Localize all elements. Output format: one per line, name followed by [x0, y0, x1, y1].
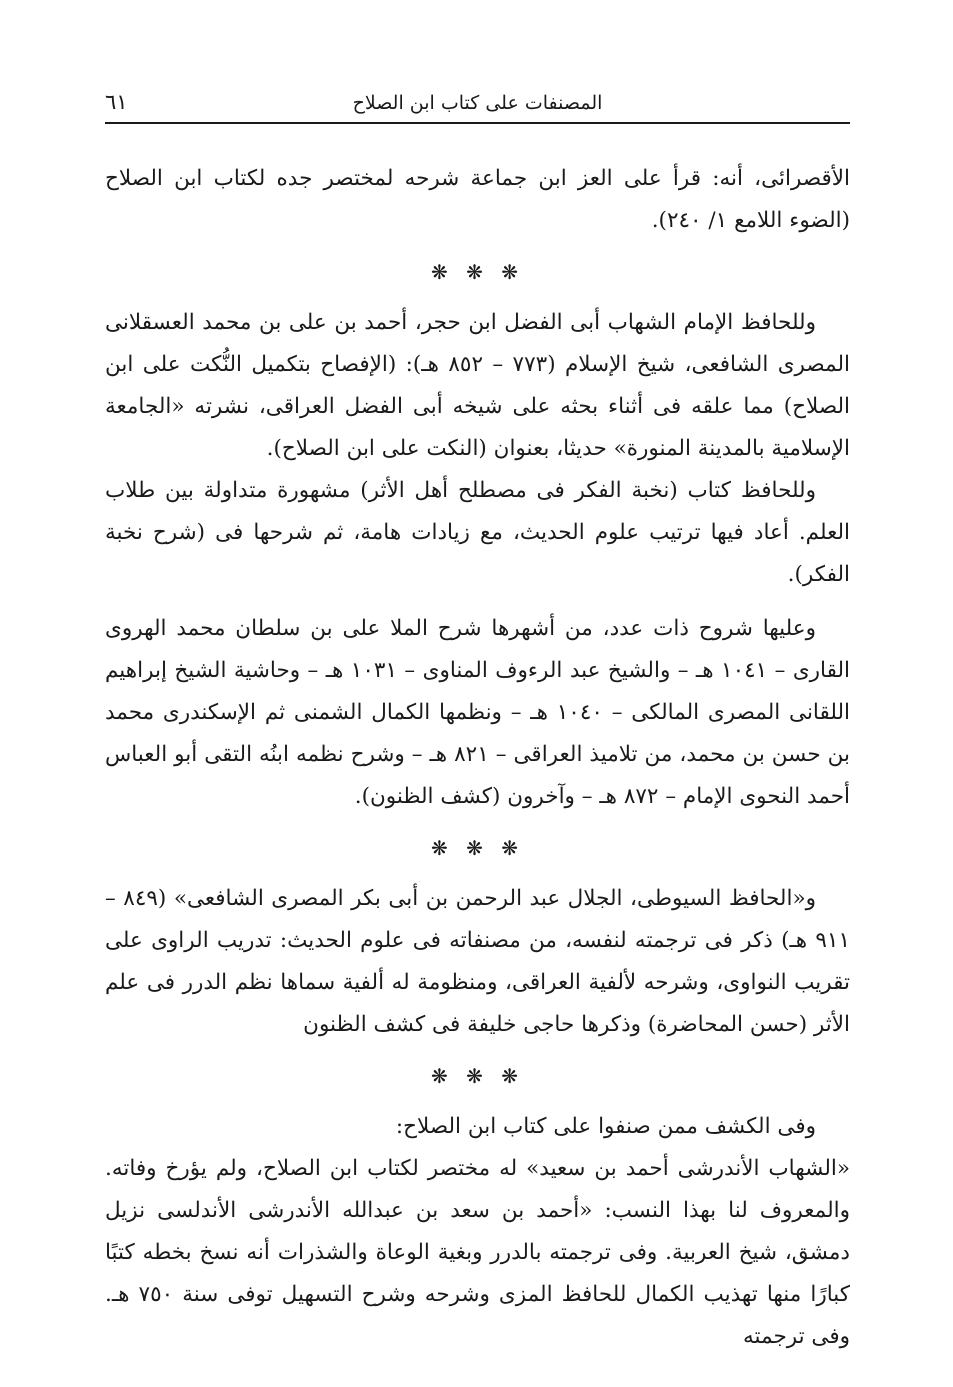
- page-number: ٦١: [105, 90, 128, 114]
- section-separator: ❋ ❋ ❋: [431, 1064, 524, 1088]
- document-page: [105, 78, 850, 1358]
- paragraph: وفى الكشف ممن صنفوا على كتاب ابن الصلاح:: [395, 1114, 816, 1139]
- section-separator: ❋ ❋ ❋: [431, 836, 524, 860]
- paragraph: الأقصرائى، أنه: قرأ على العز ابن جماعة شرحه لمختصر جده لكتاب ابن الصلاح (الضوء اللامع ١/ ٢٤٠).: [105, 166, 850, 233]
- paragraph: وعليها شروح ذات عدد، من أشهرها شرح الملا على بن سلطان محمد الهروى القارى – ١٠٤١ هـ – والشيخ عبد الرءوف المناوى – ١٠٣١ هـ – وحاشية الشيخ إبراهيم اللقانى المصرى المالكى – ١٠٤٠ هـ – ونظمها الكمال الشمنى ثم الإسكندرى محمد بن حسن بن محمد، من تلاميذ العراقى – ٨٢١ هـ – وشرح نظمه ابنُه التقى أبو العباس أحمد النحوى الإمام – ٨٧٢ هـ – وآخرون (كشف الظنون).: [105, 616, 850, 809]
- paragraph: وللحافظ الإمام الشهاب أبى الفضل ابن حجر، أحمد بن على بن محمد العسقلانى المصرى الشافعى، شيخ الإسلام (٧٧٣ – ٨٥٢ هـ): (الإفصاح بتكميل النُّكت على ابن الصلاح) مما علقه فى أثناء بحثه على شيخه أبى الفضل العراقى، نشرته «الجامعة الإسلامية بالمدينة المنورة» حديثا، بعنوان (النكت على ابن الصلاح).: [105, 310, 850, 461]
- running-header: [105, 78, 850, 124]
- section-separator: ❋ ❋ ❋: [431, 260, 524, 284]
- paragraph: و«الحافظ السيوطى، الجلال عبد الرحمن بن أبى بكر المصرى الشافعى» (٨٤٩ – ٩١١ هـ) ذكر فى ترجمته لنفسه، من مصنفاته فى علوم الحديث: تدريب الراوى على تقريب النواوى، وشرحه لألفية العراقى، ومنظومة له ألفية سماها نظم الدرر فى علم الأثر (حسن المحاضرة) وذكرها حاجى خليفة فى كشف الظنون: [105, 886, 850, 1037]
- paragraph: وللحافظ كتاب (نخبة الفكر فى مصطلح أهل الأثر) مشهورة متداولة بين طلاب العلم. أعاد فيها ترتيب علوم الحديث، مع زيادات هامة، ثم شرحها فى (شرح نخبة الفكر).: [105, 478, 850, 587]
- paragraph: «الشهاب الأندرشى أحمد بن سعيد» له مختصر لكتاب ابن الصلاح، ولم يؤرخ وفاته. والمعروف لنا بهذا النسب: «أحمد بن سعد بن عبدالله الأندرشى الأندلسى نزيل دمشق، شيخ العربية. وفى ترجمته بالدرر وبغية الوعاة والشذرات أنه نسخ بخطه كتبًا كبارًا منها تهذيب الكمال للحافظ المزى وشرحه وشرح التسهيل توفى سنة ٧٥٠ هـ. وفى ترجمته: [105, 1156, 850, 1349]
- running-title: المصنفات على كتاب ابن الصلاح: [352, 92, 603, 114]
- body-text: [105, 124, 850, 1358]
